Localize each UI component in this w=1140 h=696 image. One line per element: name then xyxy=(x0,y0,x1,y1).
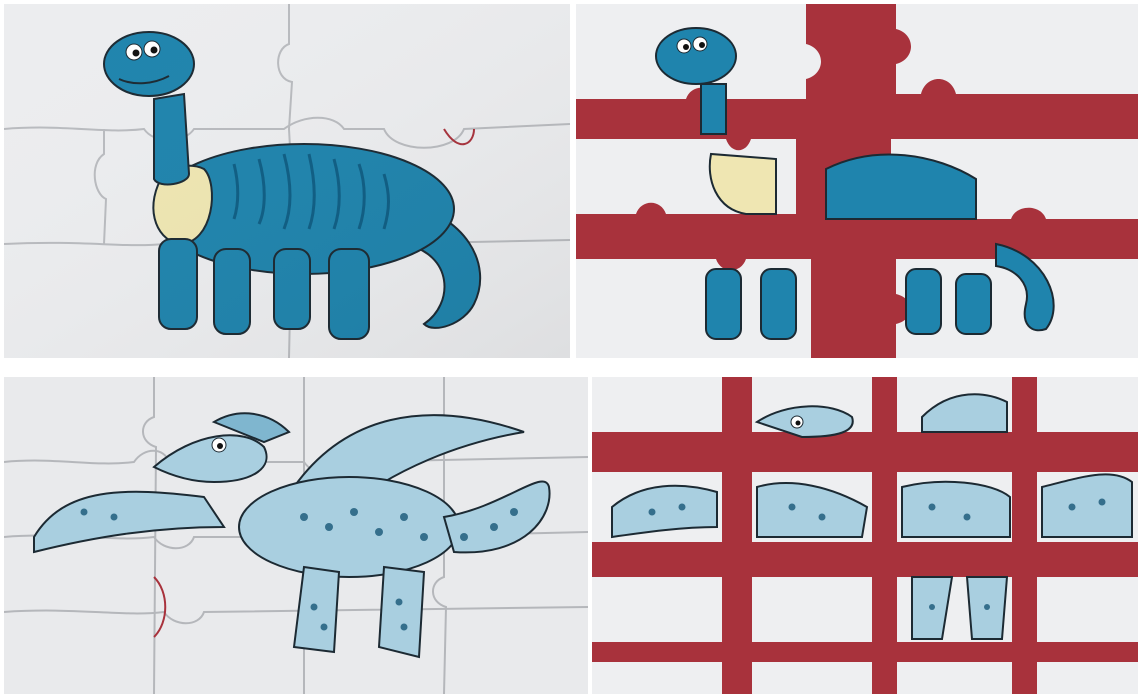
puzzle-image xyxy=(592,377,1138,694)
puzzle-image xyxy=(4,377,588,694)
puzzle-image xyxy=(576,4,1138,358)
photo-brontosaurus-separated xyxy=(576,4,1138,358)
photo-crested-dinosaur-assembled xyxy=(4,377,588,694)
puzzle-image xyxy=(4,4,570,358)
photo-brontosaurus-assembled xyxy=(4,4,570,358)
photo-crested-dinosaur-separated xyxy=(592,377,1138,694)
photo-shading xyxy=(4,4,570,358)
